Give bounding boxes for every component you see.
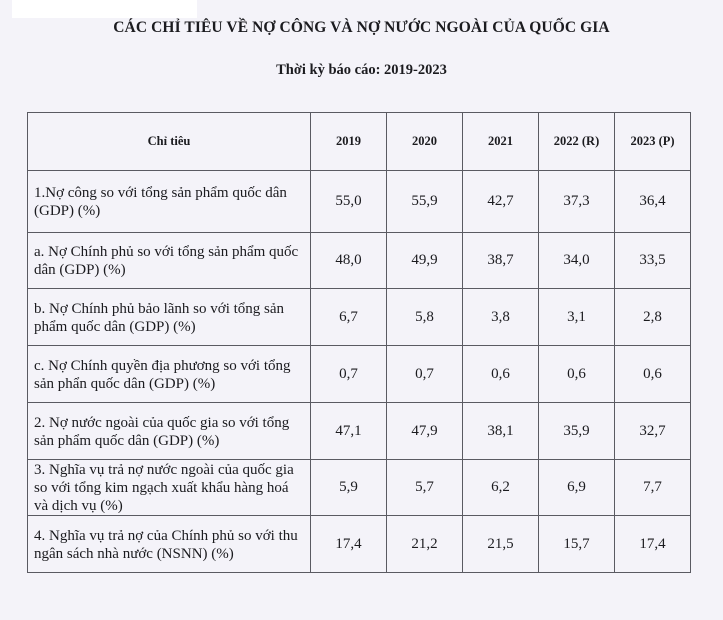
row-label: 4. Nghĩa vụ trả nợ của Chính phủ so với thu ngân sách nhà nước (NSNN) (%) — [28, 516, 311, 573]
cell-value: 47,9 — [387, 403, 463, 460]
cell-value: 38,7 — [463, 233, 539, 289]
cell-value: 0,7 — [311, 346, 387, 403]
cell-value: 17,4 — [311, 516, 387, 573]
table-header-row — [28, 113, 691, 171]
cell-value: 3,1 — [539, 289, 615, 346]
cell-value: 35,9 — [539, 403, 615, 460]
cell-value: 2,8 — [615, 289, 691, 346]
cell-value: 0,6 — [615, 346, 691, 403]
cell-value: 0,6 — [463, 346, 539, 403]
cell-value: 0,6 — [539, 346, 615, 403]
document-subtitle: Thời kỳ báo cáo: 2019-2023 — [276, 62, 447, 78]
table-row — [28, 233, 691, 289]
table-row — [28, 346, 691, 403]
cell-value: 3,8 — [463, 289, 539, 346]
cell-value: 36,4 — [615, 171, 691, 233]
column-header-2019: 2019 — [311, 113, 387, 171]
document-title: CÁC CHỈ TIÊU VỀ NỢ CÔNG VÀ NỢ NƯỚC NGOÀI CỦA QUỐC GIA — [113, 19, 610, 36]
table-row — [28, 171, 691, 233]
row-label: c. Nợ Chính quyền địa phương so với tổng sản phẩn quốc dân (GDP) (%) — [28, 346, 311, 403]
row-label: b. Nợ Chính phủ bảo lãnh so với tổng sản phẩm quốc dân (GDP) (%) — [28, 289, 311, 346]
column-header-2022: 2022 (R) — [539, 113, 615, 171]
cell-value: 21,2 — [387, 516, 463, 573]
redaction-box — [12, 0, 197, 18]
cell-value: 5,9 — [311, 460, 387, 516]
row-label: a. Nợ Chính phủ so với tổng sản phẩm quốc dân (GDP) (%) — [28, 233, 311, 289]
cell-value: 55,9 — [387, 171, 463, 233]
row-label: 1.Nợ công so với tổng sản phẩm quốc dân (GDP) (%) — [28, 171, 311, 233]
cell-value: 47,1 — [311, 403, 387, 460]
debt-indicators-table — [27, 112, 691, 573]
cell-value: 55,0 — [311, 171, 387, 233]
row-label: 3. Nghĩa vụ trả nợ nước ngoài của quốc gia so với tổng kim ngạch xuất khẩu hàng hoá và dịch vụ (%) — [28, 460, 311, 516]
cell-value: 42,7 — [463, 171, 539, 233]
cell-value: 7,7 — [615, 460, 691, 516]
cell-value: 6,2 — [463, 460, 539, 516]
cell-value: 32,7 — [615, 403, 691, 460]
cell-value: 37,3 — [539, 171, 615, 233]
column-header-2020: 2020 — [387, 113, 463, 171]
table-row — [28, 516, 691, 573]
cell-value: 15,7 — [539, 516, 615, 573]
cell-value: 6,9 — [539, 460, 615, 516]
cell-value: 21,5 — [463, 516, 539, 573]
table-row — [28, 289, 691, 346]
column-header-2023: 2023 (P) — [615, 113, 691, 171]
cell-value: 0,7 — [387, 346, 463, 403]
cell-value: 5,8 — [387, 289, 463, 346]
cell-value: 38,1 — [463, 403, 539, 460]
row-label: 2. Nợ nước ngoài của quốc gia so với tổng sản phẩm quốc dân (GDP) (%) — [28, 403, 311, 460]
cell-value: 49,9 — [387, 233, 463, 289]
cell-value: 6,7 — [311, 289, 387, 346]
cell-value: 34,0 — [539, 233, 615, 289]
table-row — [28, 403, 691, 460]
cell-value: 48,0 — [311, 233, 387, 289]
column-header-indicator: Chỉ tiêu — [28, 113, 311, 171]
cell-value: 33,5 — [615, 233, 691, 289]
column-header-2021: 2021 — [463, 113, 539, 171]
cell-value: 17,4 — [615, 516, 691, 573]
cell-value: 5,7 — [387, 460, 463, 516]
table-row — [28, 460, 691, 516]
